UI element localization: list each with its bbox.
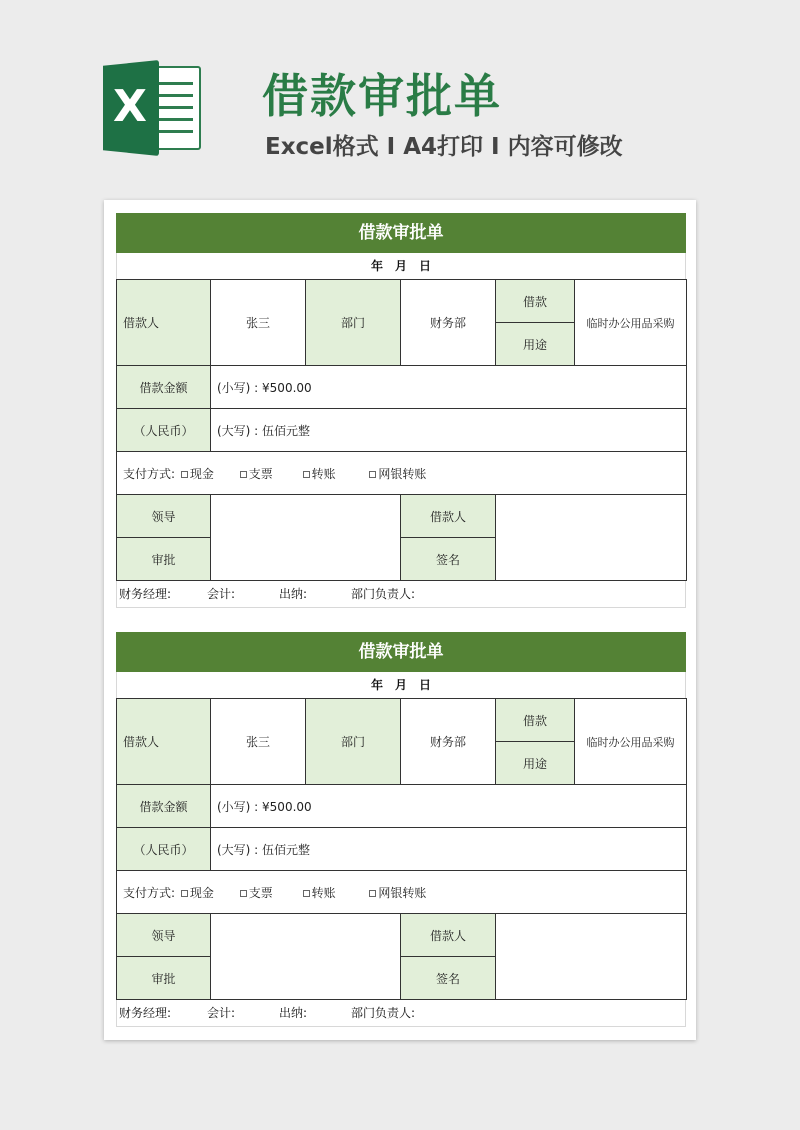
excel-logo-icon [103, 60, 203, 156]
dept-value[interactable]: 财务部 [401, 280, 496, 366]
payment-option-check[interactable]: 支票 [240, 884, 273, 901]
checkbox-icon [303, 471, 310, 478]
leader-label: 领导 [117, 495, 211, 538]
loan-approval-form [116, 632, 686, 1027]
currency-label: （人民币） [117, 828, 211, 871]
purpose-value[interactable]: 临时办公用品采购 [575, 699, 687, 785]
currency-label: （人民币） [117, 409, 211, 452]
payment-option-online[interactable]: 网银转账 [369, 884, 426, 901]
amount-small[interactable]: (小写) : ¥500.00 [211, 785, 687, 828]
checkbox-icon [303, 890, 310, 897]
purpose-value[interactable]: 临时办公用品采购 [575, 280, 687, 366]
checkbox-icon [240, 471, 247, 478]
checkbox-icon [369, 890, 376, 897]
borrower-sign-field[interactable] [496, 495, 687, 581]
payment-method-row [117, 871, 687, 914]
dept-label: 部门 [306, 699, 401, 785]
payment-option-check[interactable]: 支票 [240, 465, 273, 482]
leader-label: 领导 [117, 914, 211, 957]
borrower-name[interactable]: 张三 [211, 699, 306, 785]
approve-label: 审批 [117, 538, 211, 581]
sign-label: 签名 [401, 538, 496, 581]
form-footer [116, 1000, 686, 1027]
amount-big[interactable]: (大写) : 伍佰元整 [211, 409, 687, 452]
footer-finance-manager: 财务经理: [119, 587, 172, 601]
amount-small[interactable]: (小写) : ¥500.00 [211, 366, 687, 409]
payment-option-transfer[interactable]: 转账 [303, 884, 336, 901]
leader-approval-field[interactable] [211, 495, 401, 581]
amount-big[interactable]: (大写) : 伍佰元整 [211, 828, 687, 871]
amount-label: 借款金额 [117, 785, 211, 828]
page-title: 借款审批单 [262, 69, 502, 123]
checkbox-icon [181, 471, 188, 478]
payment-label: 支付方式: [123, 885, 176, 900]
payment-method-row [117, 452, 687, 495]
purpose-label-bottom: 用途 [496, 323, 575, 366]
checkbox-icon [240, 890, 247, 897]
borrower-sign-label: 借款人 [401, 914, 496, 957]
form-table [116, 698, 687, 1000]
form-header: 借款审批单 [116, 632, 686, 672]
dept-label: 部门 [306, 280, 401, 366]
checkbox-icon [369, 471, 376, 478]
sign-label: 签名 [401, 957, 496, 1000]
footer-cashier: 出纳: [279, 1006, 308, 1020]
footer-accountant: 会计: [207, 1006, 236, 1020]
borrower-sign-label: 借款人 [401, 495, 496, 538]
footer-dept-head: 部门负责人: [351, 1006, 416, 1020]
dept-value[interactable]: 财务部 [401, 699, 496, 785]
borrower-name[interactable]: 张三 [211, 280, 306, 366]
borrower-label: 借款人 [117, 280, 211, 366]
purpose-label-bottom: 用途 [496, 742, 575, 785]
form-footer [116, 581, 686, 608]
page-subtitle: Excel格式 I A4打印 I 内容可修改 [265, 134, 623, 160]
payment-option-transfer[interactable]: 转账 [303, 465, 336, 482]
purpose-label-top: 借款 [496, 699, 575, 742]
logo-letter: X [113, 81, 147, 132]
checkbox-icon [181, 890, 188, 897]
borrower-sign-field[interactable] [496, 914, 687, 1000]
footer-accountant: 会计: [207, 587, 236, 601]
leader-approval-field[interactable] [211, 914, 401, 1000]
payment-label: 支付方式: [123, 466, 176, 481]
footer-finance-manager: 财务经理: [119, 1006, 172, 1020]
amount-label: 借款金额 [117, 366, 211, 409]
payment-option-cash[interactable]: 现金 [181, 884, 214, 901]
loan-approval-form [116, 213, 686, 608]
form-table [116, 279, 687, 581]
date-line: 年 月 日 [116, 672, 686, 698]
borrower-label: 借款人 [117, 699, 211, 785]
approve-label: 审批 [117, 957, 211, 1000]
date-line: 年 月 日 [116, 253, 686, 279]
footer-cashier: 出纳: [279, 587, 308, 601]
payment-option-cash[interactable]: 现金 [181, 465, 214, 482]
footer-dept-head: 部门负责人: [351, 587, 416, 601]
form-header: 借款审批单 [116, 213, 686, 253]
purpose-label-top: 借款 [496, 280, 575, 323]
payment-option-online[interactable]: 网银转账 [369, 465, 426, 482]
